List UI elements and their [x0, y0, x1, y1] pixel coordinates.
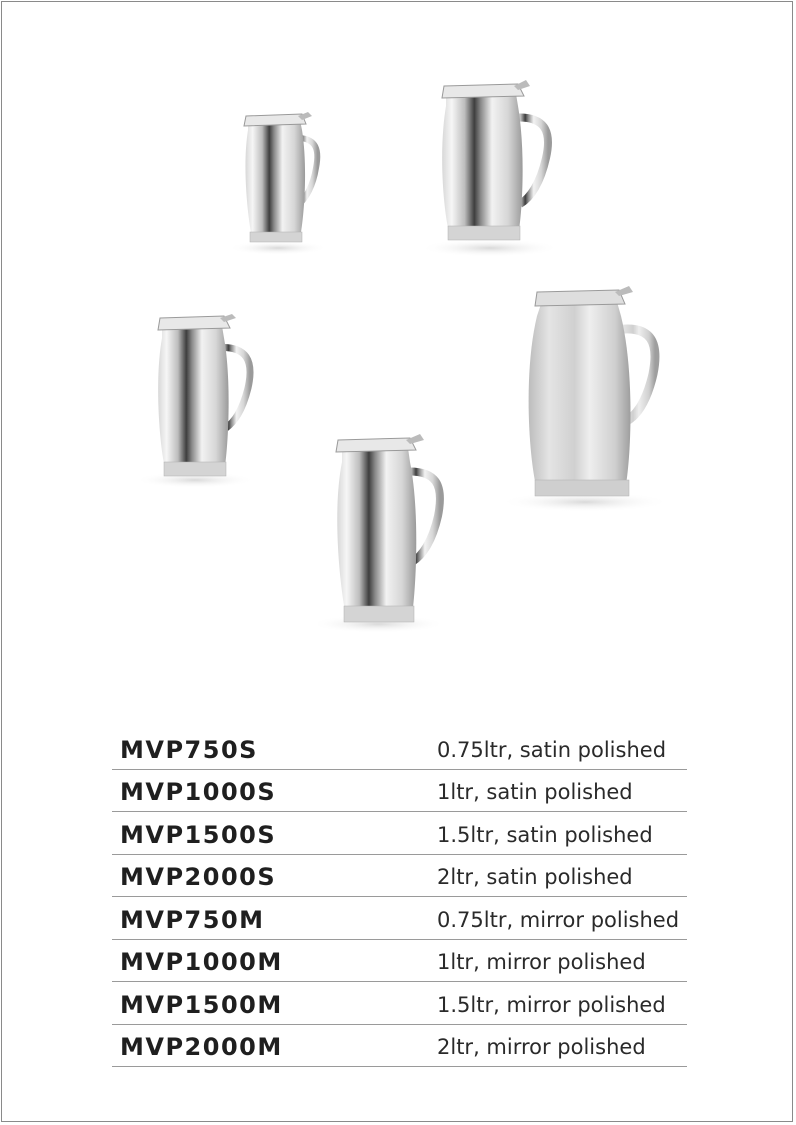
- jug-mvp2000s-image: [505, 284, 680, 516]
- product-description: 2ltr, satin polished: [437, 865, 633, 889]
- product-row: [112, 770, 687, 813]
- product-code: MVP2000S: [120, 863, 277, 891]
- product-code: MVP1500S: [120, 820, 277, 849]
- product-code: MVP750S: [120, 735, 258, 764]
- product-row: [112, 1025, 687, 1068]
- product-description: 1ltr, satin polished: [437, 780, 633, 804]
- product-description: 2ltr, mirror polished: [437, 1035, 646, 1059]
- product-code: MVP1000M: [120, 948, 283, 976]
- jug-mvp750s-image: [228, 108, 338, 258]
- product-row: [112, 940, 687, 983]
- product-code: MVP1000S: [120, 778, 277, 806]
- product-description: 1.5ltr, satin polished: [437, 822, 653, 847]
- jug-mvp1500s-image: [140, 312, 270, 492]
- product-row: [112, 855, 687, 898]
- product-row: [112, 727, 687, 770]
- product-row: [112, 812, 687, 855]
- product-description: 0.75ltr, satin polished: [437, 737, 667, 762]
- product-row: [112, 897, 687, 940]
- product-code: MVP2000M: [120, 1033, 283, 1061]
- product-code: MVP750M: [120, 905, 265, 934]
- product-description: 1ltr, mirror polished: [437, 950, 646, 974]
- product-row: [112, 982, 687, 1025]
- product-description: 1.5ltr, mirror polished: [437, 992, 666, 1017]
- product-spec-list: [112, 727, 687, 1067]
- jug-mvp1000s-image: [420, 76, 570, 261]
- jug-mvp1500m-image: [318, 432, 458, 637]
- product-code: MVP1500M: [120, 990, 283, 1019]
- product-description: 0.75ltr, mirror polished: [437, 907, 680, 932]
